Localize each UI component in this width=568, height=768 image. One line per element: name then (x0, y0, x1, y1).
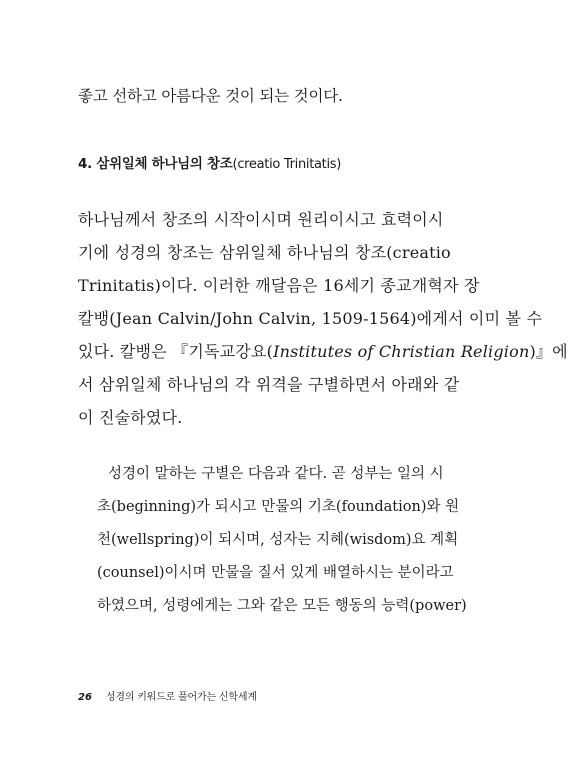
paragraph-line-5-start: 있다. 칼뱅은 『기독교강요( (78, 342, 274, 361)
paragraph-line-7: 이 진술하였다. (78, 408, 183, 427)
paragraph-line-5 (78, 342, 568, 362)
quote-line-4: (counsel)이시며 만물을 질서 있게 배열하시는 분이라고 (97, 565, 454, 581)
page-footer (78, 688, 257, 703)
paragraph-line-2: 기에 성경의 창조는 삼위일체 하나님의 창조(creatio (78, 243, 451, 262)
quote-line-1: 성경이 말하는 구별은 다음과 같다. 곧 성부는 일의 시 (108, 466, 444, 482)
quote-line-3: 천(wellspring)이 되시며, 성자는 지혜(wisdom)요 계획 (97, 532, 459, 548)
section-heading-main: 4. 삼위일체 하나님의 창조 (78, 156, 233, 172)
quote-line-2: 초(beginning)가 되시고 만물의 기초(foundation)와 원 (97, 499, 460, 515)
paragraph-line-1: 하나님께서 창조의 시작이시며 원리이시고 효력이시 (78, 210, 444, 229)
paragraph-line-5-end: )』에 (529, 342, 568, 361)
quote-line-5: 하였으며, 성령에게는 그와 같은 모든 행동의 능력(power) (97, 598, 467, 614)
paragraph-line-3: Trinitatis)이다. 이러한 깨달음은 16세기 종교개혁자 장 (78, 276, 480, 295)
intro-line: 좋고 선하고 아름다운 것이 되는 것이다. (78, 87, 343, 105)
paragraph-line-4: 칼뱅(Jean Calvin/John Calvin, 1509-1564)에게서 이미 볼 수 (78, 309, 543, 328)
page-number: 26 (78, 692, 92, 703)
running-title: 성경의 키워드로 풀어가는 신학세계 (105, 692, 257, 703)
book-title-italic: Institutes of Christian Religion (273, 342, 530, 361)
paragraph-line-6: 서 삼위일체 하나님의 각 위격을 구별하면서 아래와 같 (78, 375, 460, 394)
section-heading (78, 152, 341, 172)
section-heading-latin: (creatio Trinitatis) (232, 157, 342, 172)
